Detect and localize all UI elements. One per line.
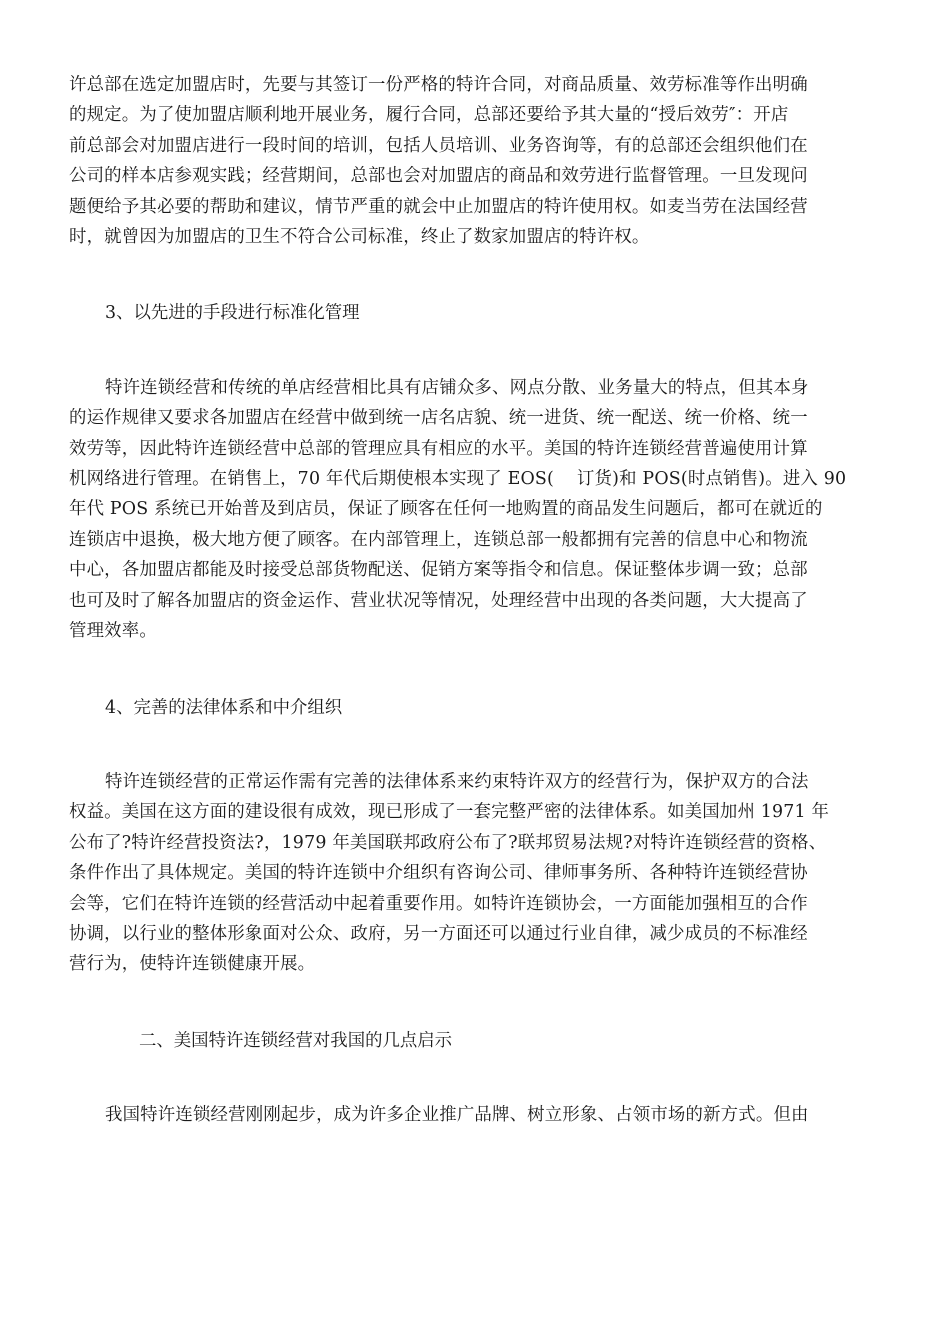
text-line: 题便给予其必要的帮助和建议，情节严重的就会中止加盟店的特许使用权。如麦当劳在法国经营 [69,196,808,217]
part-heading-2: 二、美国特许连锁经营对我国的几点启示 [139,1030,453,1051]
paragraph-franchise-contract [69,70,881,252]
text-line: 前总部会对加盟店进行一段时间的培训，包括人员培训、业务咨询等，有的总部还会组织他们在 [69,135,808,156]
text-line: 管理效率。 [69,621,157,642]
text-line: 时，就曾因为加盟店的卫生不符合公司标准，终止了数家加盟店的特许权。 [69,227,650,248]
text-line: 公布了?特许经营投资法?，1979 年美国联邦政府公布了?联邦贸易法规?对特许连锁经营的资格、 [69,832,827,853]
text-line: 许总部在选定加盟店时，先要与其签订一份严格的特许合同，对商品质量、效劳标准等作出明确 [69,75,808,95]
text-line: 协调，以行业的整体形象面对公众、政府，另一方面还可以通过行业自律，减少成员的不标准经 [69,923,808,944]
text-line: 特许连锁经营和传统的单店经营相比具有店铺众多、网点分散、业务量大的特点，但其本身 [105,377,809,398]
text-line: 我国特许连锁经营刚刚起步，成为许多企业推广品牌、树立形象、占领市场的新方式。但由 [105,1105,809,1126]
paragraph-enlightenment [69,1100,881,1130]
text-line: 特许连锁经营的正常运作需有完善的法律体系来约束特许双方的经营行为，保护双方的合法 [105,771,809,792]
text-line: 的规定。为了使加盟店顺利地开展业务，履行合同，总部还要给予其大量的“授后效劳″：开店 [69,105,789,126]
text-line: 中心，各加盟店都能及时接受总部货物配送、促销方案等指令和信息。保证整体步调一致；总部 [69,560,808,581]
text-line: 也可及时了解各加盟店的资金运作、营业状况等情况，处理经营中出现的各类问题，大大提高了 [69,590,808,611]
paragraph-standardized-management [69,373,881,647]
document-page [69,70,881,1131]
text-line: 营行为，使特许连锁健康开展。 [69,954,316,975]
text-line: 效劳等，因此特许连锁经营中总部的管理应具有相应的水平。美国的特许连锁经营普遍使用计算 [69,438,808,459]
text-line: 公司的样本店参观实践；经营期间，总部也会对加盟店的商品和效劳进行监督管理。一旦发现问 [69,166,808,187]
section-heading-4: 4、完善的法律体系和中介组织 [105,697,343,718]
text-line: 机网络进行管理。在销售上，70 年代后期使根本实现了 EOS( 订货)和 POS(时点销售)。进入 90 [69,469,847,490]
text-line: 连锁店中退换，极大地方便了顾客。在内部管理上，连锁总部一般都拥有完善的信息中心和物流 [69,529,808,550]
section-heading-3: 3、以先进的手段进行标准化管理 [105,303,360,324]
text-line: 条件作出了具体规定。美国的特许连锁中介组织有咨询公司、律师事务所、各种特许连锁经营协 [69,863,808,884]
text-line: 年代 POS 系统已开始普及到店员，保证了顾客在任何一地购置的商品发生问题后，都可在就近的 [69,499,823,520]
text-line: 权益。美国在这方面的建设很有成效，现已形成了一套完整严密的法律体系。如美国加州 1971 年 [69,802,830,823]
paragraph-legal-system [69,767,881,980]
text-line: 的运作规律又要求各加盟店在经营中做到统一店名店貌、统一进货、统一配送、统一价格、统一 [69,408,808,429]
text-line: 会等，它们在特许连锁的经营活动中起着重要作用。如特许连锁协会，一方面能加强相互的合作 [69,893,808,914]
